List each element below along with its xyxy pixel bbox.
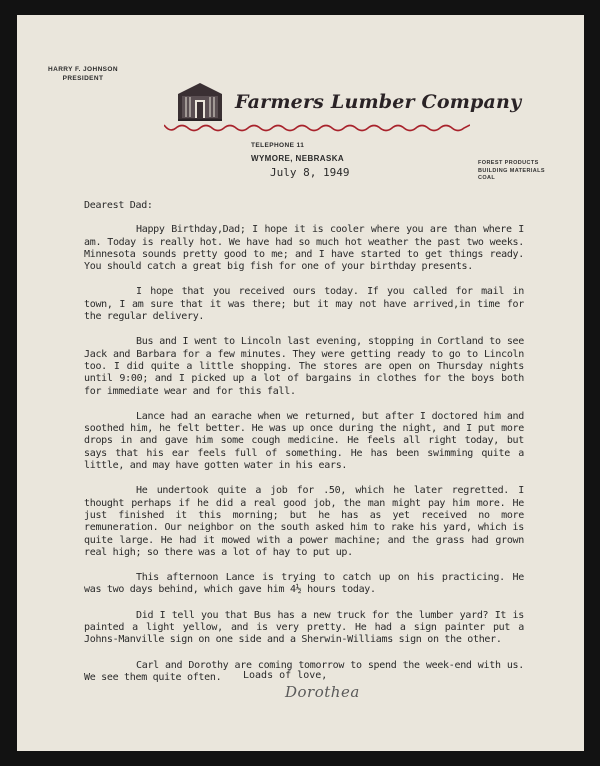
paragraph: Carl and Dorothy are coming tomorrow to spend the week-end with us. We see them quite often.	[84, 659, 524, 683]
lumber-shed-logo-icon	[176, 80, 224, 122]
paragraph: Lance had an earache when we returned, but after I doctored him and soothed him, he felt better. He was up once during the night, and I put more drops in and gave him some cough medicine. He feels all right today, but says that his ear feels full of something. He has been swimming quite a little, and may have gotten water in his ears.	[84, 410, 524, 472]
product-item: FOREST PRODUCTS	[478, 160, 539, 166]
president-name: HARRY F. JOHNSON	[48, 66, 118, 73]
paragraph: This afternoon Lance is trying to catch up on his practicing. He was two days behind, which gave him 4½ hours today.	[84, 572, 524, 596]
president-title: PRESIDENT	[62, 75, 104, 82]
products-list	[478, 160, 545, 183]
product-item: BUILDING MATERIALS	[478, 167, 545, 174]
decorative-wave-rule	[164, 122, 470, 136]
product-item: COAL	[478, 175, 496, 181]
president-block	[48, 65, 118, 83]
city: WYMORE, NEBRASKA	[251, 154, 345, 163]
paragraph: He undertook quite a job for .50, which he later regretted. I thought perhaps if he did a real good job, the man might pay him more. He just finished it this morning; but he has as yet received no more remuneration. Our neighbor on the south asked him to rake his yard, which is quite large. He had it mowed with a power machine; and the grass had grown real high; so there was a lot of hay to put up.	[84, 485, 524, 558]
paragraph: Happy Birthday,Dad; I hope it is cooler where you are than where I am. Today is really hot. We have had so much hot weather the past two weeks. Minnesota sounds pretty good to me; and I have started to get things ready. You should catch a great big fish for one of your birthday presents.	[84, 224, 524, 273]
closing: Loads of love,	[243, 670, 328, 681]
telephone: TELEPHONE 11	[251, 142, 305, 149]
letter-body	[84, 200, 524, 697]
signature: Dorothea	[285, 683, 360, 701]
greeting: Dearest Dad:	[84, 200, 153, 211]
paragraph: Bus and I went to Lincoln last evening, stopping in Cortland to see Jack and Barbara for a few minutes. They were getting ready to go to Lincoln too. I did quite a little shopping. The stores are open on Thursday nights until 9:00; and I picked up a lot of bargains in clothes for the boys both for immediate wear and for this fall.	[84, 336, 524, 397]
paragraph: Did I tell you that Bus has a new truck for the lumber yard? It is painted a light yellow, and is very pretty. He had a sign painter put a Johns-Manville sign on one side and a Sherwin-Williams sign on the other.	[84, 609, 524, 646]
paragraph: I hope that you received ours today. If you called for mail in town, I am sure that it was there; but it may not have arrived,in time for the regular delivery.	[84, 286, 524, 323]
company-name: Farmers Lumber Company	[235, 91, 522, 113]
letter-date: July 8, 1949	[270, 166, 350, 179]
